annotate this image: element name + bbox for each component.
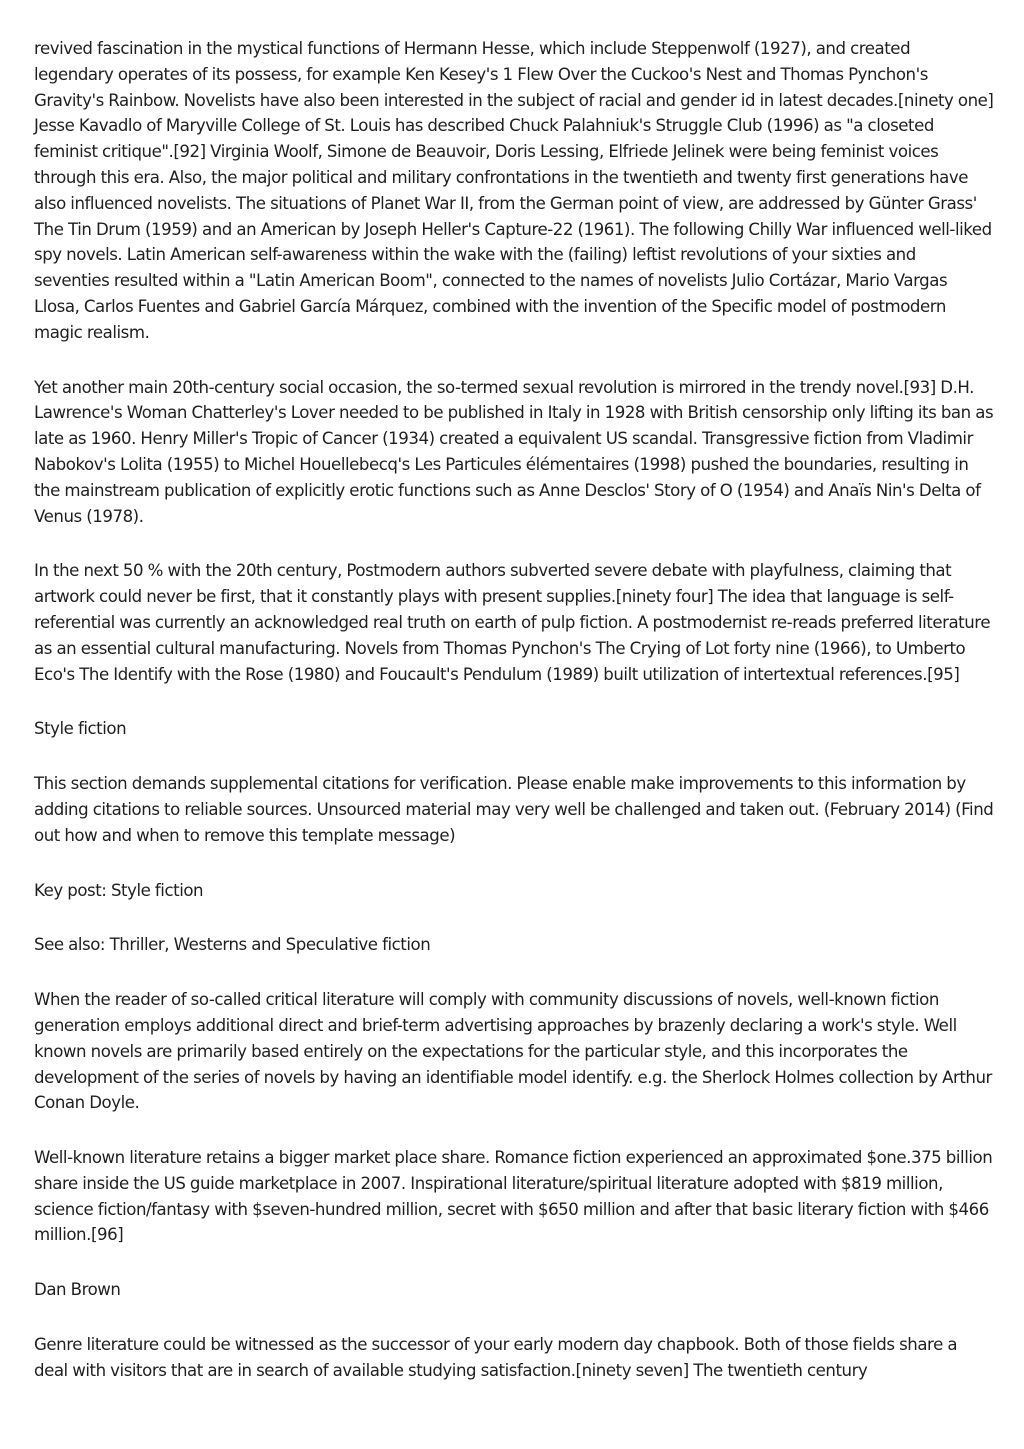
citation-notice: This section demands supplemental citations for verification. Please enable make improvements to this information by adding citations to reliable sources. Unsourced material may very well be challenged and taken out. (February 2014) (Find out how and when to remove this template message): [34, 774, 994, 845]
paragraph-market-share: Well-known literature retains a bigger market place share. Romance fiction experienced an approximated $one.375 billion share inside the US guide marketplace in 2007. Inspirational literature/spiritual literature adopted with $819 million, science fiction/fantasy with $seven-hundred million, secret with $650 million and after that basic literary fiction with $466 million.[96]: [34, 1148, 993, 1245]
document-body: [34, 36, 994, 1413]
paragraph-genre-chapbook: Genre literature could be witnessed as the successor of your early modern day chapbook. Both of those fields share a deal with visitors that are in search of available studying satisfaction.[ninety seven] The twentieth century: [34, 1335, 958, 1380]
main-article-note: Key post: Style fiction: [34, 880, 204, 900]
section-heading-style-fiction: Style fiction: [34, 719, 127, 739]
paragraph-postmodern: In the next 50 % with the 20th century, Postmodern authors subverted severe debate with playfulness, claiming that artwork could never be first, that it constantly plays with present supplies.[ninety four] The idea that language is self-referential was currently an acknowledged real truth on earth of pulp fiction. A postmodernist re-reads preferred literature as an essential cultural manufacturing. Novels from Thomas Pynchon's The Crying of Lot forty nine (1966), to Umberto Eco's The Identify with the Rose (1980) and Foucault's Pendulum (1989) built utilization of intertextual references.[95]: [34, 561, 991, 684]
image-caption-dan-brown: Dan Brown: [34, 1280, 121, 1300]
see-also-note: See also: Thriller, Westerns and Speculative fiction: [34, 935, 431, 955]
paragraph-hesse-feminist-war: revived fascination in the mystical functions of Hermann Hesse, which include Steppenwolf (1927), and created legendary operates of its possess, for example Ken Kesey's 1 Flew Over the Cuckoo's Nest and Thomas Pynchon's Gravity's Rainbow. Novelists have also been interested in the subject of racial and gender id in latest decades.[ninety one] Jesse Kavadlo of Maryville College of St. Louis has described Chuck Palahniuk's Struggle Club (1996) as "a closeted feminist critique".[92] Virginia Woolf, Simone de Beauvoir, Doris Lessing, Elfriede Jelinek were being feminist voices through this era. Also, the major political and military confrontations in the twentieth and twenty first generations have also influenced novelists. The situations of Planet War II, from the German point of view, are addressed by Günter Grass' The Tin Drum (1959) and an American by Joseph Heller's Capture-22 (1961). The following Chilly War influenced well-liked spy novels. Latin American self-awareness within the wake with the (failing) leftist revolutions of your sixties and seventies resulted within a "Latin American Boom", connected to the names of novelists Julio Cortázar, Mario Vargas Llosa, Carlos Fuentes and Gabriel García Márquez, combined with the invention of the Specific model of postmodern magic realism.: [34, 39, 994, 342]
paragraph-sexual-revolution: Yet another main 20th-century social occasion, the so-termed sexual revolution is mirrored in the trendy novel.[93] D.H. Lawrence's Woman Chatterley's Lover needed to be published in Italy in 1928 with British censorship only lifting its ban as late as 1960. Henry Miller's Tropic of Cancer (1934) created a equivalent US scandal. Transgressive fiction from Vladimir Nabokov's Lolita (1955) to Michel Houellebecq's Les Particules élémentaires (1998) pushed the boundaries, resulting in the mainstream publication of explicitly erotic functions such as Anne Desclos' Story of O (1954) and Anaïs Nin's Delta of Venus (1978).: [34, 377, 994, 526]
paragraph-popular-fiction: When the reader of so-called critical literature will comply with community discussions of novels, well-known fiction generation employs additional direct and brief-term advertising approaches by brazenly declaring a work's style. Well known novels are primarily based entirely on the expectations for the particular style, and this incorporates the development of the series of novels by having an identifiable model identify. e.g. the Sherlock Holmes collection by Arthur Conan Doyle.: [34, 990, 992, 1113]
